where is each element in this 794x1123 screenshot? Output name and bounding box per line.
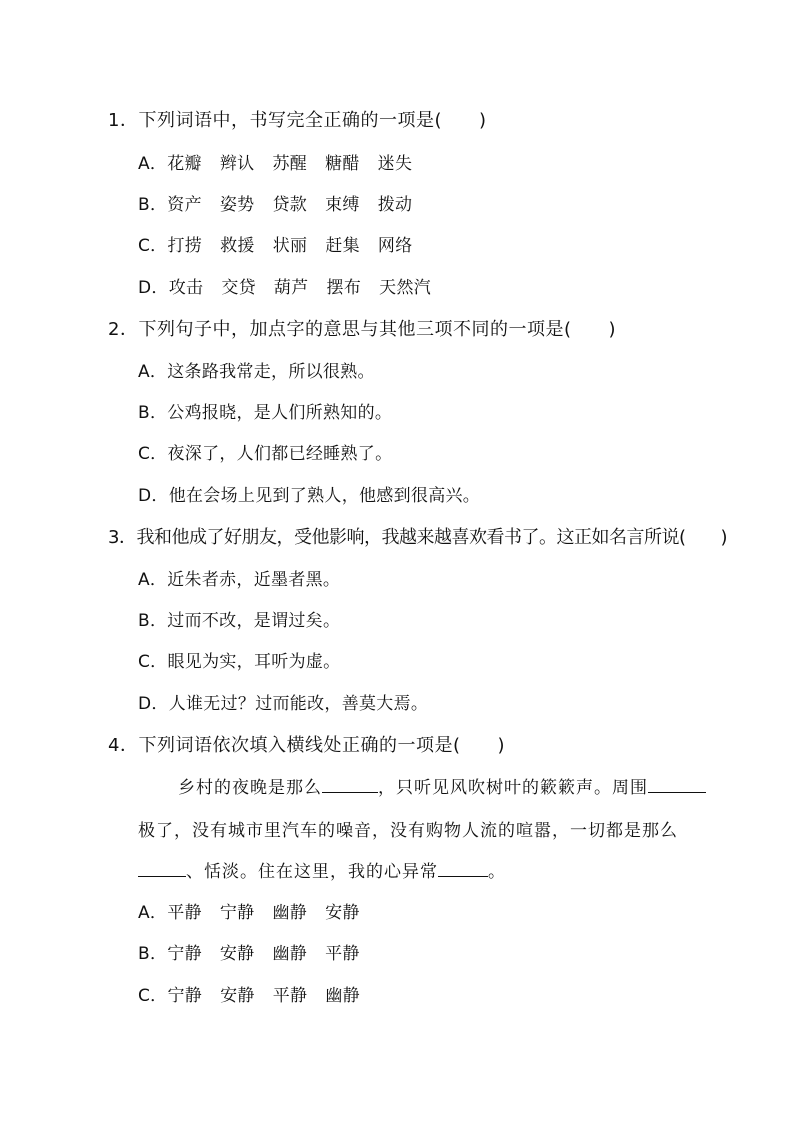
question-number: 3．	[108, 527, 137, 548]
option-letter: C．	[138, 236, 168, 256]
option-word: 糖醋	[325, 154, 360, 174]
question-3	[108, 523, 727, 549]
option-word: 摆布	[326, 278, 362, 298]
option-word: 宁静	[167, 944, 202, 964]
question-stem: 下列词语依次填入横线处正确的一项是( )	[138, 735, 505, 756]
q3-option-a	[138, 565, 340, 590]
passage-text: 乡村的夜晚是那么	[178, 778, 322, 798]
option-text: 近朱者赤，近墨者黑。	[167, 570, 341, 590]
question-stem: 我和他成了好朋友，受他影响，我越来越喜欢看书了。这正如名言所说( )	[136, 527, 727, 548]
passage-text: 极了，没有城市里汽车的噪音，没有购物人流的喧嚣，一切都是那么	[138, 821, 678, 841]
option-word: 状丽	[272, 236, 308, 256]
option-text: 人谁无过？过而能改，善莫大焉。	[168, 694, 429, 714]
passage-line-3	[138, 857, 506, 882]
option-letter: A．	[138, 570, 168, 590]
option-letter: A．	[138, 903, 168, 923]
fill-blank-4	[438, 875, 488, 877]
fill-blank-1	[322, 791, 378, 793]
option-word: 宁静	[219, 903, 255, 923]
option-letter: C．	[138, 986, 168, 1006]
option-word: 攻击	[168, 278, 204, 298]
option-letter: C．	[138, 652, 168, 672]
option-word: 平静	[167, 903, 202, 923]
q2-option-d	[138, 481, 480, 506]
option-word: 姿势	[219, 195, 255, 215]
option-letter: D．	[138, 694, 169, 714]
q1-option-a	[138, 149, 430, 174]
option-letter: D．	[138, 486, 169, 506]
passage-line-2	[138, 816, 678, 841]
question-2	[108, 315, 616, 341]
option-word: 救援	[220, 236, 255, 256]
passage-line-1	[178, 773, 706, 798]
option-word: 宁静	[167, 986, 203, 1006]
option-letter: D．	[138, 278, 169, 298]
passage-text: 。	[488, 862, 506, 882]
q2-option-c	[138, 439, 392, 464]
option-word: 迷失	[377, 154, 413, 174]
q3-option-d	[138, 689, 428, 714]
option-word: 苏醒	[272, 154, 308, 174]
q2-option-b	[138, 398, 392, 423]
question-number: 2．	[108, 319, 139, 340]
option-word: 安静	[219, 944, 255, 964]
q2-option-a	[138, 357, 375, 382]
option-word: 幽静	[272, 903, 308, 923]
option-word: 葫芦	[273, 278, 309, 298]
option-word: 赶集	[325, 236, 360, 256]
option-word: 资产	[167, 195, 202, 215]
question-1	[108, 106, 487, 132]
option-word: 交贷	[221, 278, 256, 298]
option-word: 花瓣	[167, 154, 202, 174]
q1-option-c	[138, 231, 431, 256]
q1-option-d	[138, 273, 449, 298]
option-word: 辫认	[219, 154, 255, 174]
option-word: 拨动	[377, 195, 413, 215]
option-word: 天然汽	[379, 278, 432, 298]
question-number: 1．	[108, 110, 139, 131]
fill-blank-2	[648, 791, 706, 793]
option-word: 平静	[325, 944, 360, 964]
option-text: 夜深了，人们都已经睡熟了。	[167, 444, 393, 464]
q4-option-c	[138, 981, 378, 1006]
option-letter: C．	[138, 444, 168, 464]
passage-text: ，只听见风吹树叶的簌簌声。周围	[378, 778, 648, 798]
passage-text: 、恬淡。住在这里，我的心异常	[186, 862, 438, 882]
q4-option-a	[138, 898, 378, 923]
option-word: 安静	[325, 903, 360, 923]
option-word: 平静	[272, 986, 308, 1006]
option-text: 公鸡报晓，是人们所熟知的。	[167, 403, 393, 423]
option-letter: A．	[138, 154, 168, 174]
option-letter: B．	[138, 195, 168, 215]
fill-blank-3	[138, 875, 186, 877]
question-stem: 下列句子中，加点字的意思与其他三项不同的一项是( )	[138, 319, 616, 340]
option-letter: B．	[138, 403, 168, 423]
option-letter: A．	[138, 362, 168, 382]
option-letter: B．	[138, 944, 168, 964]
q3-option-c	[138, 647, 340, 672]
option-word: 幽静	[325, 986, 360, 1006]
question-number: 4．	[108, 735, 139, 756]
option-text: 这条路我常走，所以很熟。	[167, 362, 375, 382]
q1-option-b	[138, 190, 430, 215]
option-word: 束缚	[325, 195, 360, 215]
option-word: 打捞	[167, 236, 203, 256]
option-text: 过而不改，是谓过矣。	[167, 611, 341, 631]
option-letter: B．	[138, 611, 168, 631]
q3-option-b	[138, 606, 340, 631]
option-text: 他在会场上见到了熟人，他感到很高兴。	[168, 486, 481, 506]
option-word: 网络	[377, 236, 413, 256]
option-word: 贷款	[272, 195, 308, 215]
q4-option-b	[138, 939, 378, 964]
question-4	[108, 731, 505, 757]
option-text: 眼见为实，耳听为虚。	[167, 652, 341, 672]
option-word: 安静	[220, 986, 255, 1006]
option-word: 幽静	[272, 944, 308, 964]
question-stem: 下列词语中，书写完全正确的一项是( )	[138, 110, 487, 131]
